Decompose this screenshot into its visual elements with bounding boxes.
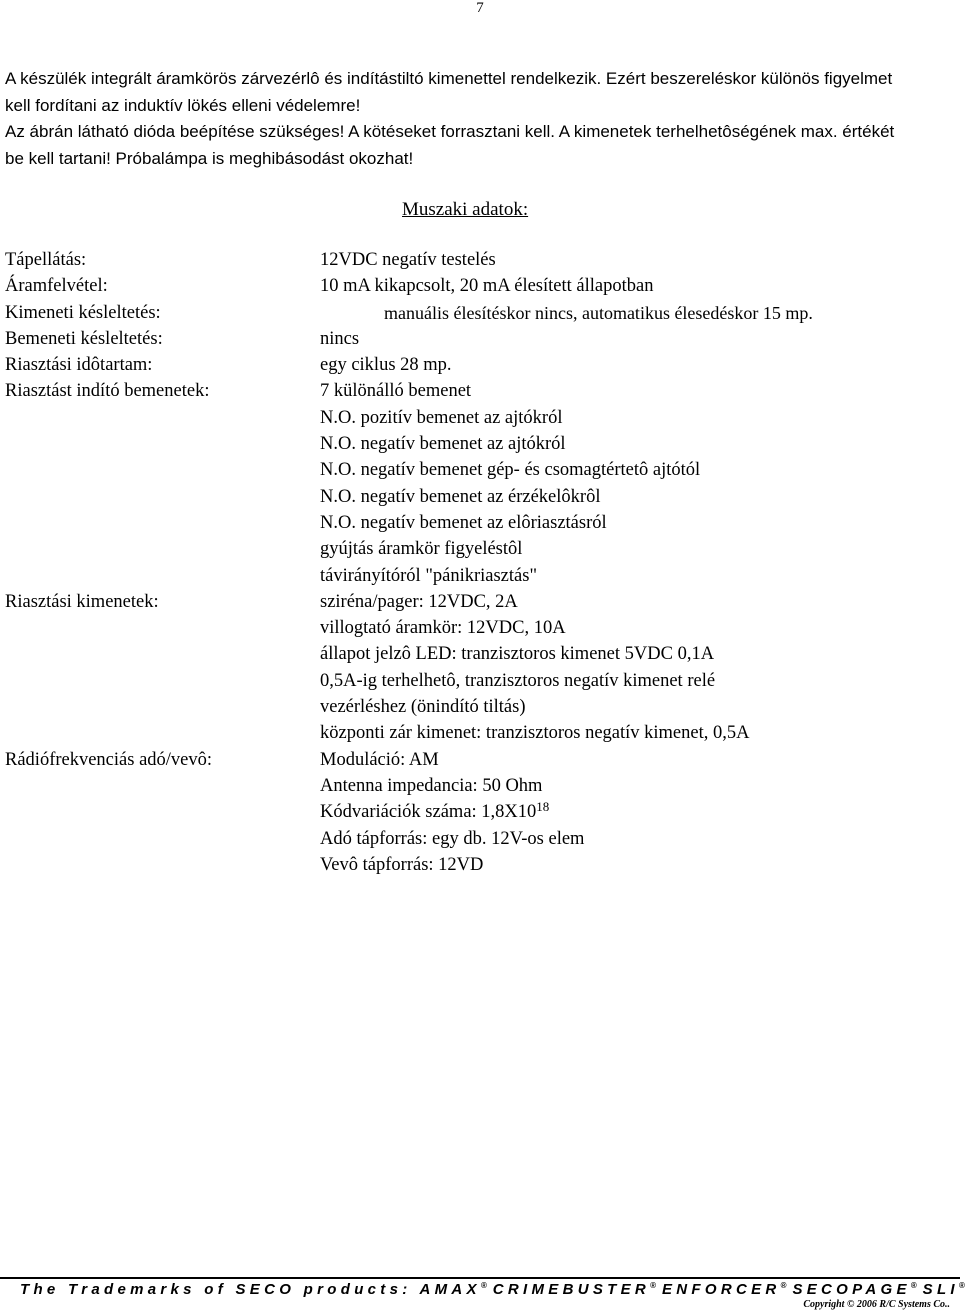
spec-value-text: központi zár kimenet: tranzisztoros negatív kimenet, 0,5A bbox=[320, 723, 750, 744]
spec-row bbox=[0, 434, 960, 460]
spec-value bbox=[320, 329, 359, 350]
spec-value bbox=[320, 776, 542, 797]
spec-value bbox=[320, 592, 518, 613]
spec-row bbox=[0, 829, 960, 855]
intro-line: Az ábrán látható dióda beépítése szükséges! A kötéseket forrasztani kell. A kimenetek terhelhetôségének max. értékét bbox=[5, 122, 895, 141]
spec-value bbox=[320, 487, 600, 508]
spec-row bbox=[0, 303, 960, 329]
spec-value bbox=[320, 750, 439, 771]
spec-label: Tápellátás: bbox=[5, 250, 87, 270]
spec-row bbox=[0, 513, 960, 539]
spec-value bbox=[320, 671, 715, 692]
spec-value-text: sziréna/pager: 12VDC, 2A bbox=[320, 591, 518, 612]
reg-mark: ® bbox=[958, 1281, 965, 1290]
spec-value bbox=[320, 618, 566, 639]
spec-row bbox=[0, 697, 960, 723]
copyright-notice: Copyright © 2006 R/C Systems Co.. bbox=[803, 1299, 950, 1310]
spec-label: Riasztási kimenetek: bbox=[5, 591, 159, 612]
spec-value-text: Adó tápforrás: egy db. 12V-os elem bbox=[320, 828, 585, 849]
spec-value-text: 7 különálló bemenet bbox=[320, 381, 472, 402]
spec-value-text: nincs bbox=[320, 328, 360, 349]
spec-value-text: 12VDC negatív testelés bbox=[320, 250, 496, 270]
reg-mark: ® bbox=[910, 1281, 917, 1290]
spec-value-text: N.O. negatív bemenet az elôriasztásról bbox=[320, 512, 607, 533]
page-number: 7 bbox=[476, 0, 484, 16]
intro-paragraph bbox=[5, 66, 957, 172]
spec-value-text: N.O. pozitív bemenet az ajtókról bbox=[320, 407, 563, 428]
reg-mark: ® bbox=[480, 1281, 487, 1290]
spec-row bbox=[0, 723, 960, 749]
spec-value-text: Kódvariációk száma: 1,8X10 bbox=[320, 802, 537, 823]
spec-value-text: Vevô tápforrás: 12VD bbox=[320, 854, 484, 875]
intro-line: kell fordítani az induktív lökés elleni védelemre! bbox=[5, 95, 361, 115]
spec-value-text: távirányítóról "pánikriasztás" bbox=[320, 565, 537, 586]
spec-value-text: Moduláció: AM bbox=[320, 749, 439, 770]
spec-value bbox=[320, 799, 550, 823]
spec-row bbox=[0, 671, 960, 697]
spec-row bbox=[0, 487, 960, 513]
trademark-footer bbox=[20, 1281, 971, 1298]
spec-row bbox=[0, 381, 960, 407]
spec-value bbox=[384, 303, 813, 324]
spec-value bbox=[320, 381, 471, 402]
spec-value bbox=[320, 460, 700, 481]
spec-value bbox=[320, 250, 496, 271]
spec-row bbox=[0, 644, 960, 670]
spec-label: Áramfelvétel: bbox=[5, 276, 108, 297]
section-title: Muszaki adatok: bbox=[402, 199, 529, 220]
footer-divider bbox=[0, 1277, 960, 1279]
spec-value-text: N.O. negatív bemenet az érzékelôkrôl bbox=[320, 486, 601, 507]
spec-row bbox=[0, 250, 960, 276]
spec-row bbox=[0, 855, 960, 881]
spec-row bbox=[0, 566, 960, 592]
spec-value-text: 0,5A-ig terhelhetô, tranzisztoros negatív kimenet relé bbox=[320, 670, 716, 691]
spec-value-text: N.O. negatív bemenet gép- és csomagtértetô ajtótól bbox=[320, 460, 701, 481]
spec-value bbox=[320, 513, 607, 534]
spec-row bbox=[0, 408, 960, 434]
spec-value-text: gyújtás áramkör figyeléstôl bbox=[320, 539, 523, 560]
spec-row bbox=[0, 460, 960, 486]
spec-row bbox=[0, 355, 960, 381]
spec-value bbox=[320, 539, 522, 560]
reg-mark: ® bbox=[780, 1281, 787, 1290]
spec-table bbox=[0, 250, 960, 881]
spec-value-text: Antenna impedancia: 50 Ohm bbox=[320, 775, 543, 796]
spec-row bbox=[0, 618, 960, 644]
spec-row bbox=[0, 750, 960, 776]
spec-label: Rádiófrekvenciás adó/vevô: bbox=[5, 749, 213, 770]
spec-value bbox=[320, 434, 566, 455]
spec-row bbox=[0, 539, 960, 565]
spec-value bbox=[320, 644, 714, 665]
spec-value-text: N.O. negatív bemenet az ajtókról bbox=[320, 434, 566, 455]
spec-row bbox=[0, 776, 960, 802]
spec-label: Kimeneti késleltetés: bbox=[5, 302, 161, 323]
spec-value bbox=[320, 276, 653, 297]
spec-value bbox=[320, 566, 537, 587]
spec-row bbox=[0, 592, 960, 618]
footer-brand: SLI bbox=[922, 1281, 959, 1298]
reg-mark: ® bbox=[650, 1281, 656, 1290]
spec-row bbox=[0, 329, 960, 355]
footer-prefix: The Trademarks of SECO products: AMAX bbox=[20, 1281, 481, 1298]
spec-label: Riasztási idôtartam: bbox=[5, 355, 153, 376]
spec-value-text: vezérléshez (önindító tiltás) bbox=[320, 697, 526, 718]
spec-value bbox=[320, 723, 749, 744]
footer-brand: SECOPAGE bbox=[792, 1281, 911, 1298]
spec-value-text: egy ciklus 28 mp. bbox=[320, 355, 452, 376]
spec-label: Riasztást indító bemenetek: bbox=[5, 381, 210, 402]
footer-brand: ENFORCER bbox=[661, 1281, 781, 1298]
spec-value-text: állapot jelzô LED: tranzisztoros kimenet 5VDC 0,1A bbox=[320, 644, 715, 665]
intro-line: be kell tartani! Próbalámpa is meghibásodást okozhat! bbox=[5, 148, 414, 168]
spec-value-text: 10 mA kikapcsolt, 20 mA élesített állapotban bbox=[320, 276, 654, 297]
spec-value bbox=[320, 855, 483, 876]
spec-row bbox=[0, 799, 960, 828]
spec-value bbox=[320, 697, 525, 718]
footer-brand: CRIMEBUSTER bbox=[492, 1281, 651, 1298]
spec-value-exponent: 18 bbox=[536, 799, 550, 815]
spec-value bbox=[320, 355, 452, 376]
spec-label: Bemeneti késleltetés: bbox=[5, 328, 163, 349]
spec-value bbox=[320, 408, 562, 429]
spec-value-text: villogtató áramkör: 12VDC, 10A bbox=[320, 618, 566, 639]
spec-value-text: manuális élesítéskor nincs, automatikus élesedéskor 15 mp. bbox=[384, 302, 813, 323]
spec-row bbox=[0, 276, 960, 302]
intro-line: A készülék integrált áramkörös zárvezérlô és indítástiltó kimenettel rendelkezik. Ezért beszereléskor különös figyelmet bbox=[5, 69, 893, 88]
spec-value bbox=[320, 829, 584, 850]
